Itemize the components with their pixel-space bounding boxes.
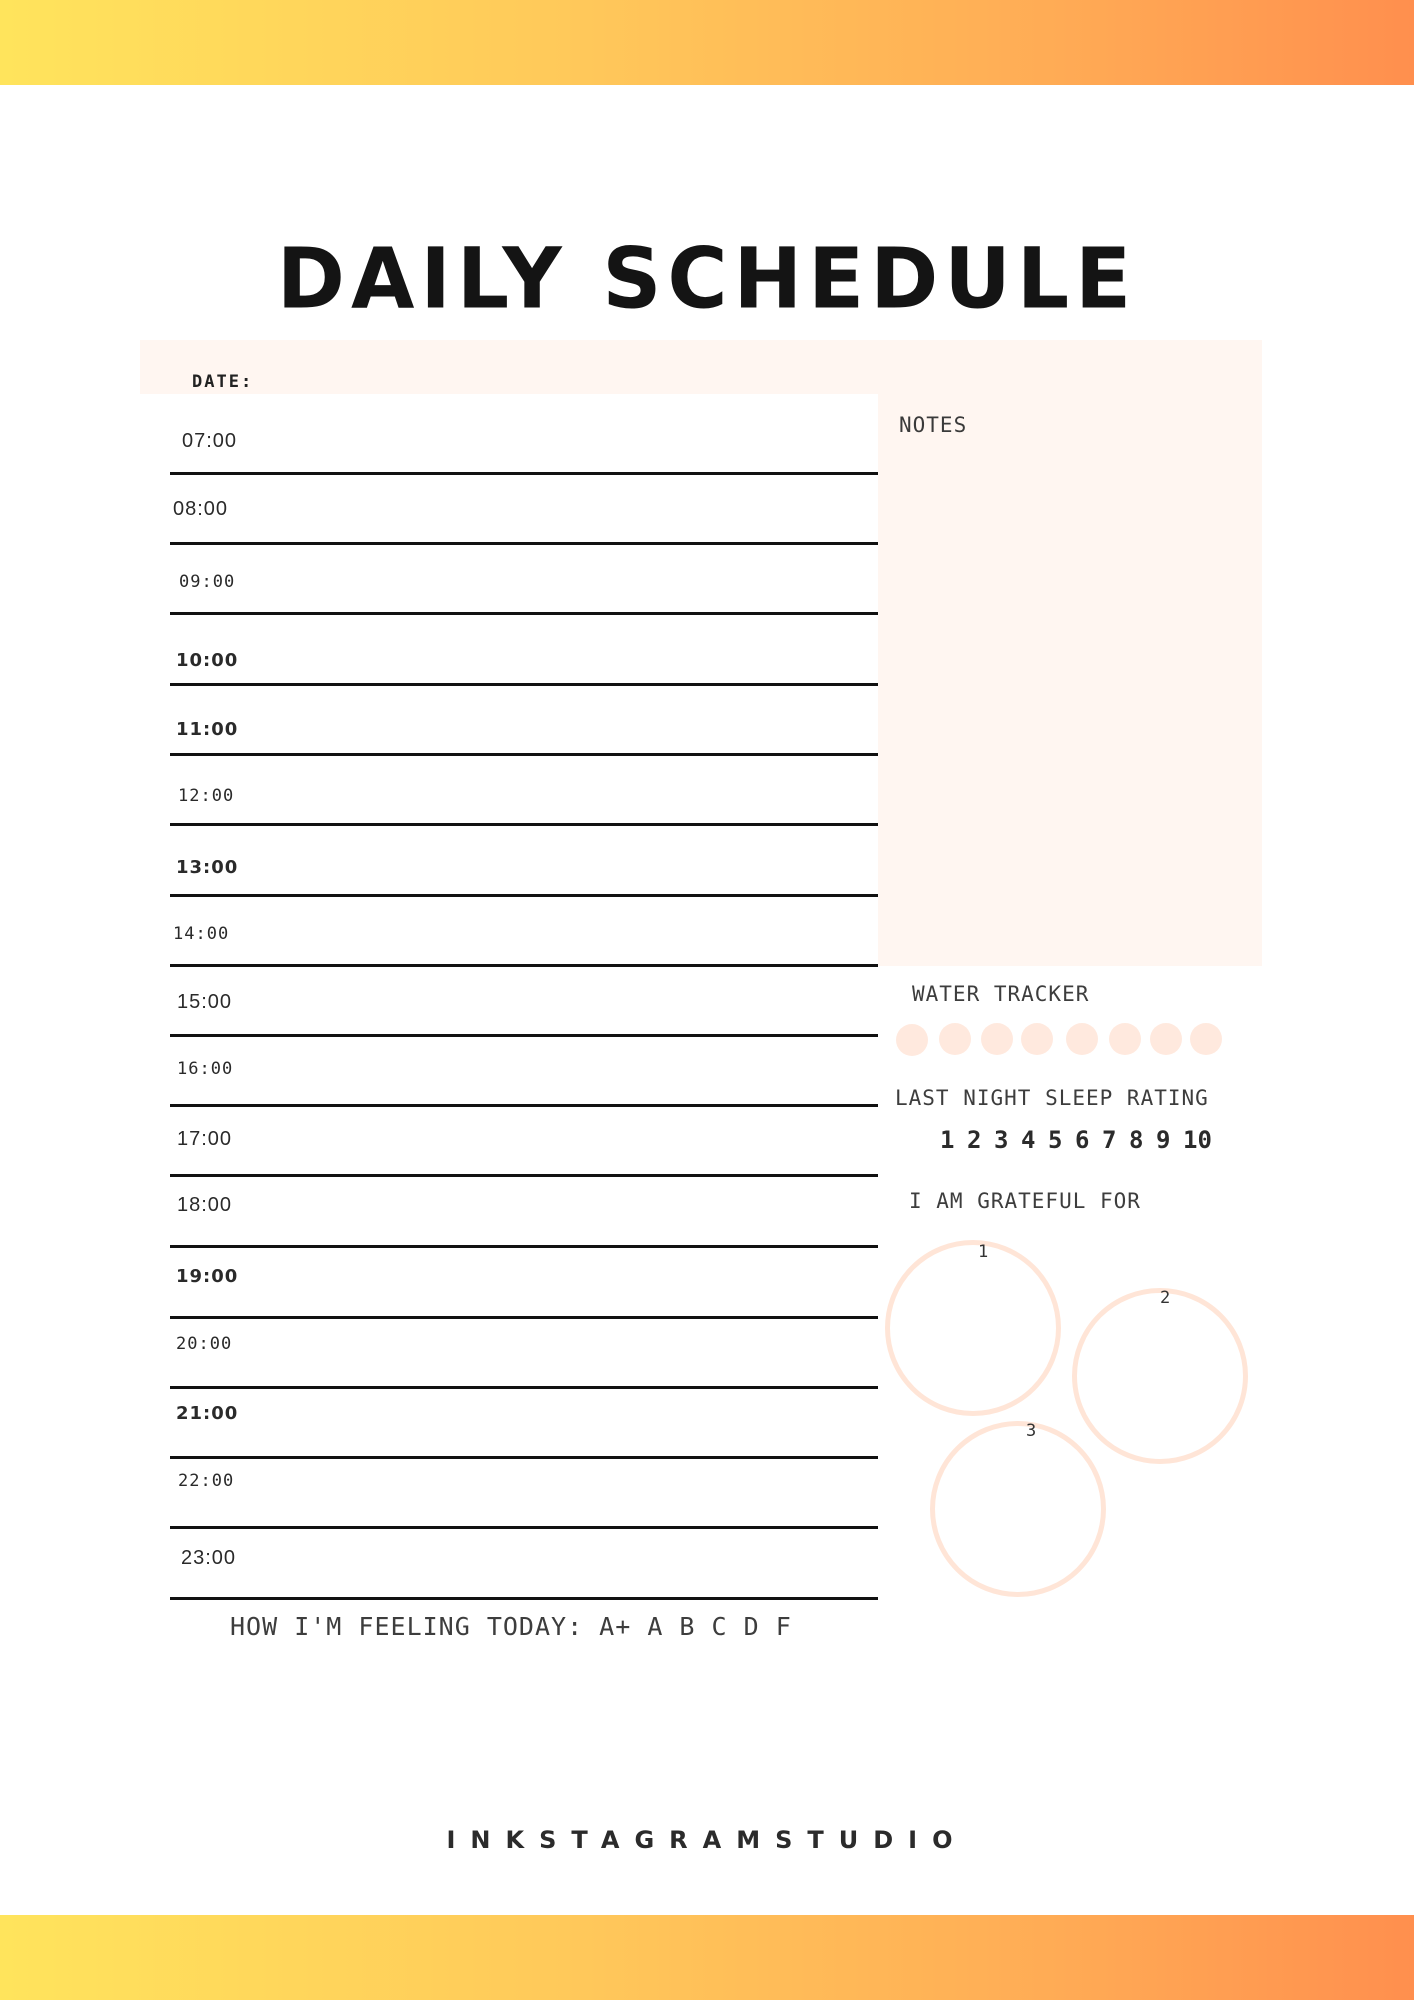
grateful-number: 3 [1026, 1421, 1037, 1441]
grateful-number: 2 [1160, 1288, 1171, 1308]
grateful-circle[interactable] [1072, 1288, 1248, 1464]
date-label: DATE: [192, 372, 254, 392]
water-glass[interactable] [1150, 1023, 1182, 1055]
feeling-today[interactable]: HOW I'M FEELING TODAY: A+ A B C D F [230, 1612, 792, 1641]
slot-line[interactable] [170, 612, 878, 615]
slot-line[interactable] [170, 1104, 878, 1107]
slot-time: 16:00 [177, 1059, 234, 1079]
water-glass[interactable] [1190, 1023, 1222, 1055]
slot-line[interactable] [170, 1456, 878, 1459]
slot-time: 12:00 [178, 786, 235, 806]
slot-time: 07:00 [182, 430, 238, 452]
sleep-rating-option[interactable]: 4 [1021, 1126, 1036, 1154]
slot-time: 10:00 [176, 650, 239, 671]
slot-line[interactable] [170, 1034, 878, 1037]
slot-time: 09:00 [179, 572, 236, 592]
water-glass[interactable] [1109, 1023, 1141, 1055]
sleep-rating-option[interactable]: 5 [1048, 1126, 1063, 1154]
slot-line[interactable] [170, 753, 878, 756]
sleep-rating-option[interactable]: 2 [967, 1126, 982, 1154]
slot-line[interactable] [170, 1174, 878, 1177]
sleep-rating-option[interactable]: 8 [1129, 1126, 1144, 1154]
sleep-rating-option[interactable]: 1 [940, 1126, 955, 1154]
top-gradient-band [0, 0, 1414, 85]
slot-time: 17:00 [177, 1128, 233, 1150]
slot-line[interactable] [170, 964, 878, 967]
water-glass[interactable] [939, 1023, 971, 1055]
grateful-circle[interactable] [885, 1240, 1061, 1416]
slot-time: 08:00 [173, 498, 229, 520]
slot-time: 13:00 [176, 857, 239, 878]
slot-line[interactable] [170, 1597, 878, 1600]
slot-line[interactable] [170, 1386, 878, 1389]
sleep-rating-option[interactable]: 3 [994, 1126, 1009, 1154]
date-bar [140, 340, 1262, 394]
water-glass[interactable] [896, 1024, 928, 1056]
slot-time: 22:00 [178, 1471, 235, 1491]
water-glass[interactable] [981, 1023, 1013, 1055]
slot-line[interactable] [170, 894, 878, 897]
slot-time: 15:00 [177, 991, 233, 1013]
sleep-rating-option[interactable]: 9 [1156, 1126, 1171, 1154]
grateful-label: I AM GRATEFUL FOR [909, 1189, 1141, 1213]
slot-line[interactable] [170, 823, 878, 826]
sleep-rating-option[interactable]: 6 [1075, 1126, 1090, 1154]
slot-time: 20:00 [176, 1334, 233, 1354]
slot-line[interactable] [170, 1316, 878, 1319]
sleep-rating-option[interactable]: 7 [1102, 1126, 1117, 1154]
slot-time: 14:00 [173, 924, 230, 944]
slot-line[interactable] [170, 1245, 878, 1248]
page-title: DAILY SCHEDULE [276, 231, 1138, 328]
grateful-circle[interactable] [930, 1421, 1106, 1597]
grateful-number: 1 [978, 1242, 989, 1262]
slot-time: 21:00 [176, 1403, 239, 1424]
sleep-rating-label: LAST NIGHT SLEEP RATING [895, 1086, 1209, 1110]
slot-time: 18:00 [177, 1194, 233, 1216]
bottom-gradient-band [0, 1915, 1414, 2000]
notes-label: NOTES [899, 413, 968, 437]
slot-time: 19:00 [176, 1266, 239, 1287]
brand-footer: INKSTAGRAMSTUDIO [446, 1826, 968, 1854]
slot-line[interactable] [170, 542, 878, 545]
notes-panel[interactable] [878, 394, 1262, 966]
slot-line[interactable] [170, 683, 878, 686]
water-glass[interactable] [1066, 1023, 1098, 1055]
water-glass[interactable] [1021, 1023, 1053, 1055]
slot-line[interactable] [170, 1526, 878, 1529]
slot-line[interactable] [170, 472, 878, 475]
sleep-rating-option[interactable]: 10 [1183, 1126, 1212, 1154]
slot-time: 23:00 [181, 1547, 237, 1569]
water-tracker-label: WATER TRACKER [912, 982, 1090, 1006]
slot-time: 11:00 [176, 719, 239, 740]
